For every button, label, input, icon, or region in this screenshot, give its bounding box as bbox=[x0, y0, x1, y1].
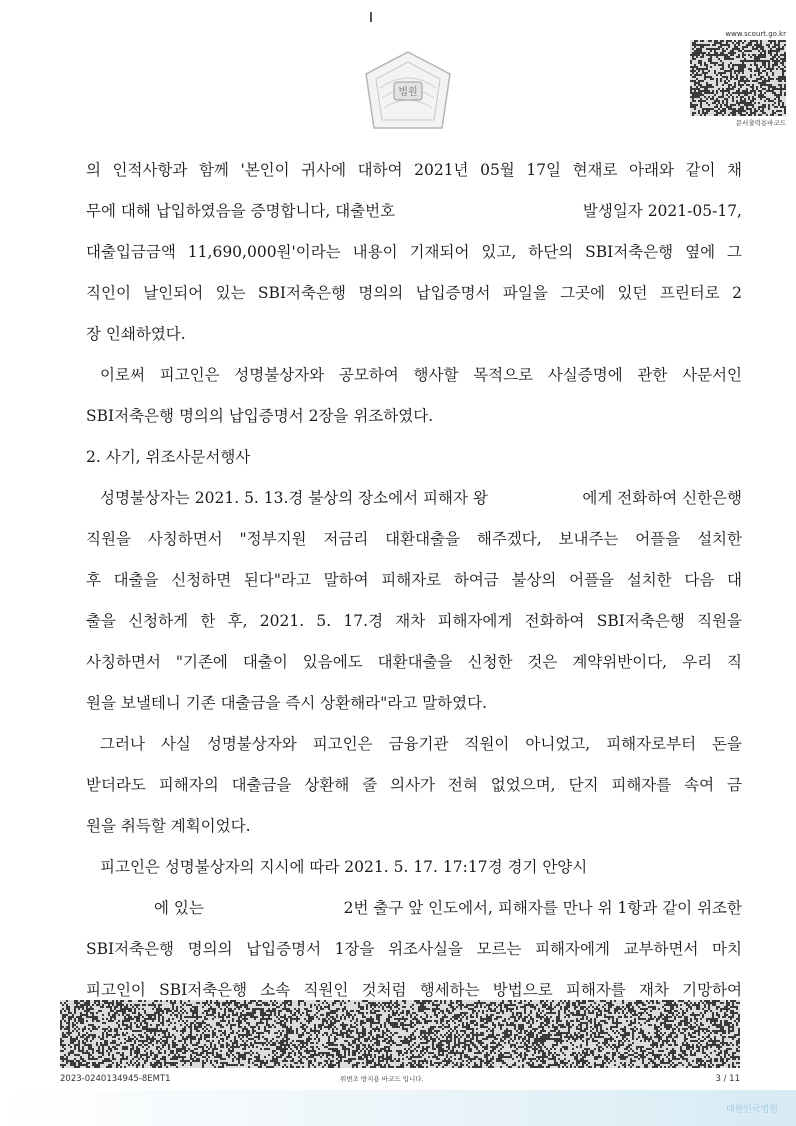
body-line: 그러나 사실 성명불상자와 피고인은 금융기관 직원이 아니었고, 피해자로부터 돈을 bbox=[100, 735, 742, 753]
page-number: 3 / 11 bbox=[715, 1074, 740, 1084]
body-line: SBI저축은행 명의의 납입증명서 2장을 위조하였다. bbox=[86, 407, 434, 425]
body-line: 받더라도 피해자의 대출금을 상환해 줄 의사가 전혀 없었으며, 단지 피해자를 속여 금 bbox=[86, 776, 742, 794]
body-line: 후 대출을 신청하면 된다"라고 말하여 피해자로 하여금 불상의 어플을 설치한 다음 대 bbox=[86, 571, 742, 589]
body-line: 이로써 피고인은 성명불상자와 공모하여 행사할 목적으로 사실증명에 관한 사문서인 bbox=[100, 366, 742, 384]
body-line bbox=[86, 888, 742, 929]
barcode-caption: 문서출력용바코드 bbox=[735, 119, 786, 127]
body-line: 의 인적사항과 함께 '본인이 귀사에 대하여 2021년 05월 17일 현재로 아래와 같이 채 bbox=[86, 161, 742, 179]
qr-barcode bbox=[690, 40, 786, 116]
body-line: 피고인이 SBI저축은행 소속 직원인 것처럼 행세하는 방법으로 피해자를 재차 기망하여 bbox=[86, 981, 742, 999]
body-line: 직인이 날인되어 있는 SBI저축은행 명의의 납입증명서 파일을 그곳에 있던 프린터로 2 bbox=[86, 284, 742, 302]
body-line: 원을 보낼테니 기존 대출금을 즉시 상환해라"라고 말하였다. bbox=[86, 694, 487, 712]
body-line: 피고인은 성명불상자의 지시에 따라 2021. 5. 17. 17:17경 경기 안양시 bbox=[100, 858, 588, 876]
document-body bbox=[86, 150, 742, 1011]
document-id: 2023-0240134945-8EMT1 bbox=[60, 1074, 171, 1084]
anti-forgery-barcode bbox=[60, 1000, 740, 1068]
body-line: 장 인쇄하였다. bbox=[86, 325, 186, 343]
body-line-segment: 에게 전화하여 신한은행 bbox=[582, 489, 742, 507]
top-margin-mark bbox=[370, 12, 372, 22]
court-logo-text: 대한민국법원 bbox=[725, 1105, 778, 1115]
body-line-segment: 발생일자 2021-05-17, bbox=[582, 202, 742, 220]
body-line bbox=[86, 478, 742, 519]
seal-text: 법원 bbox=[398, 87, 418, 98]
body-line: SBI저축은행 명의의 납입증명서 1장을 위조사실을 모르는 피해자에게 교부하면서 마치 bbox=[86, 940, 742, 958]
body-line: 대출입금금액 11,690,000원'이라는 내용이 기재되어 있고, 하단의 SBI저축은행 옆에 그 bbox=[86, 243, 742, 261]
body-line bbox=[86, 191, 742, 232]
footer-band bbox=[0, 1090, 796, 1126]
body-line-segment: 성명불상자는 2021. 5. 13.경 불상의 장소에서 피해자 왕 bbox=[100, 489, 488, 507]
body-line: 사칭하면서 "기존에 대출이 있음에도 대환대출을 신청한 것은 계약위반이다, 우리 직 bbox=[86, 653, 742, 671]
barcode-notice: 위변조 방지용 바코드 입니다. bbox=[340, 1075, 424, 1083]
body-line: 2. 사기, 위조사문서행사 bbox=[86, 448, 251, 466]
site-url: www.scourt.go.kr bbox=[725, 30, 786, 38]
body-line: 출을 신청하게 한 후, 2021. 5. 17.경 재차 피해자에게 전화하여 SBI저축은행 직원을 bbox=[86, 612, 742, 630]
body-line: 원을 취득할 계획이었다. bbox=[86, 817, 251, 835]
court-seal-icon bbox=[360, 48, 456, 138]
body-line-segment: 에 있는 bbox=[154, 899, 204, 917]
body-line: 직원을 사칭하면서 "정부지원 저금리 대환대출을 해주겠다, 보내주는 어플을 설치한 bbox=[86, 530, 742, 548]
body-line-segment: 무에 대해 납입하였음을 증명합니다, 대출번호 bbox=[86, 202, 396, 220]
page-footer bbox=[60, 1074, 740, 1088]
body-line-segment: 2번 출구 앞 인도에서, 피해자를 만나 위 1항과 같이 위조한 bbox=[343, 899, 742, 917]
